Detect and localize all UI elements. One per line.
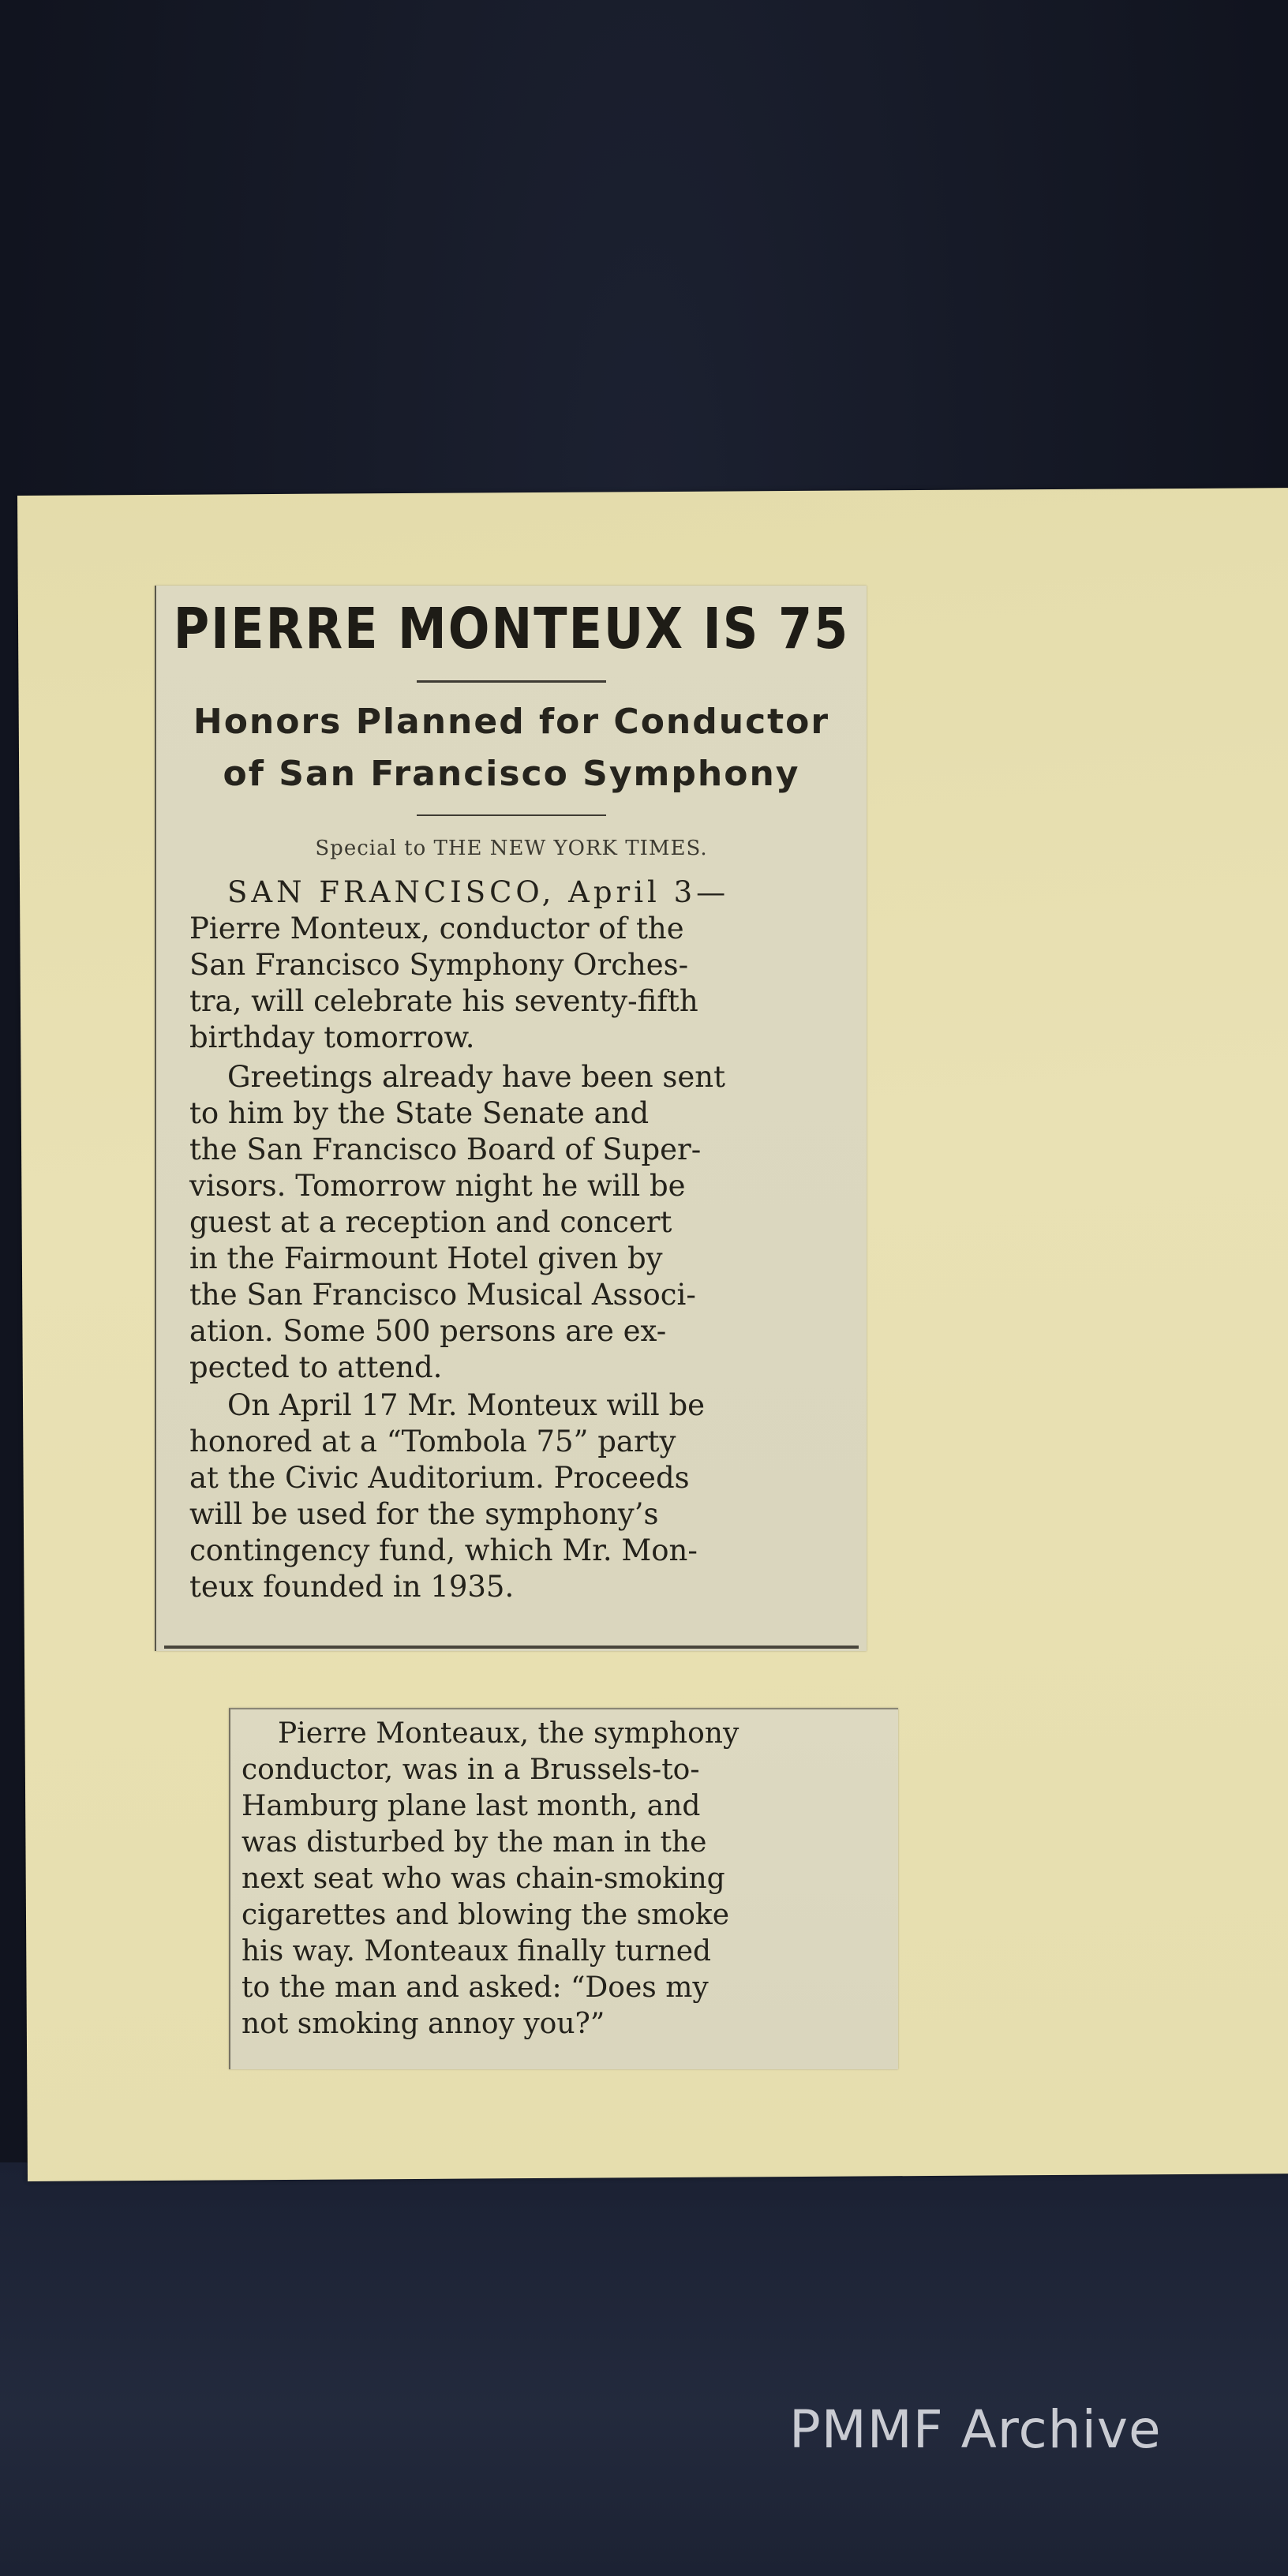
article-line-20: teux founded in 1935. [189,1570,515,1604]
article-line-8: the San Francisco Board of Super- [189,1133,702,1166]
article-line-16: honored at a “Tombola 75” party [189,1425,676,1458]
article-line-11: in the Fairmount Hotel given by [189,1241,663,1275]
anecdote-line-3: Hamburg plane last month, and [242,1790,701,1822]
archive-watermark: PMMF Archive [789,2399,1162,2460]
anecdote-line-9: not smoking annoy you?” [242,2008,605,2040]
article-line-9: visors. Tomorrow night he will be [189,1169,686,1203]
article-headline: PIERRE MONTEUX IS 75 [173,595,850,662]
article-credit: Special to THE NEW YORK TIMES. [315,837,708,860]
anecdote-line-8: to the man and asked: “Does my [242,1971,709,2004]
subhead-divider [417,814,606,816]
article-line-18: will be used for the symphony’s [189,1497,659,1531]
article-line-14: pected to attend. [189,1350,443,1384]
article-line-7: to him by the State Senate and [189,1096,650,1130]
article-line-2: Pierre Monteux, conductor of the [189,912,684,945]
anecdote-line-1: Pierre Monteaux, the symphony [278,1717,739,1750]
anecdote-line-6: cigarettes and blowing the smoke [242,1899,730,1931]
anecdote-line-5: next seat who was chain-smoking [242,1863,725,1895]
article-line-13: ation. Some 500 persons are ex- [189,1314,667,1348]
article-line-1: SAN FRANCISCO, April 3— [227,875,730,909]
article-line-17: at the Civic Auditorium. Proceeds [189,1461,690,1495]
article-line-6: Greetings already have been sent [227,1060,725,1094]
headline-divider [417,680,606,683]
background-lower-area [0,2162,1288,2576]
article-line-12: the San Francisco Musical Associ- [189,1278,696,1312]
newspaper-clipping-main [155,586,867,1651]
article-line-5: birthday tomorrow. [189,1020,475,1054]
article-line-3: San Francisco Symphony Orches- [189,948,689,982]
newspaper-clipping-anecdote [229,1708,898,2069]
anecdote-line-2: conductor, was in a Brussels-to- [242,1754,700,1786]
clipping-bottom-rule [164,1646,859,1649]
article-line-10: guest at a reception and concert [189,1205,672,1239]
article-line-19: contingency fund, which Mr. Mon- [189,1533,698,1567]
anecdote-line-4: was disturbed by the man in the [242,1826,707,1859]
article-line-15: On April 17 Mr. Monteux will be [227,1388,706,1422]
anecdote-line-7: his way. Monteaux finally turned [242,1935,712,1968]
article-subhead-line-1: Honors Planned for Conductor [193,702,830,742]
article-line-4: tra, will celebrate his seventy-fifth [189,984,698,1018]
article-subhead-line-2: of San Francisco Symphony [223,754,800,794]
